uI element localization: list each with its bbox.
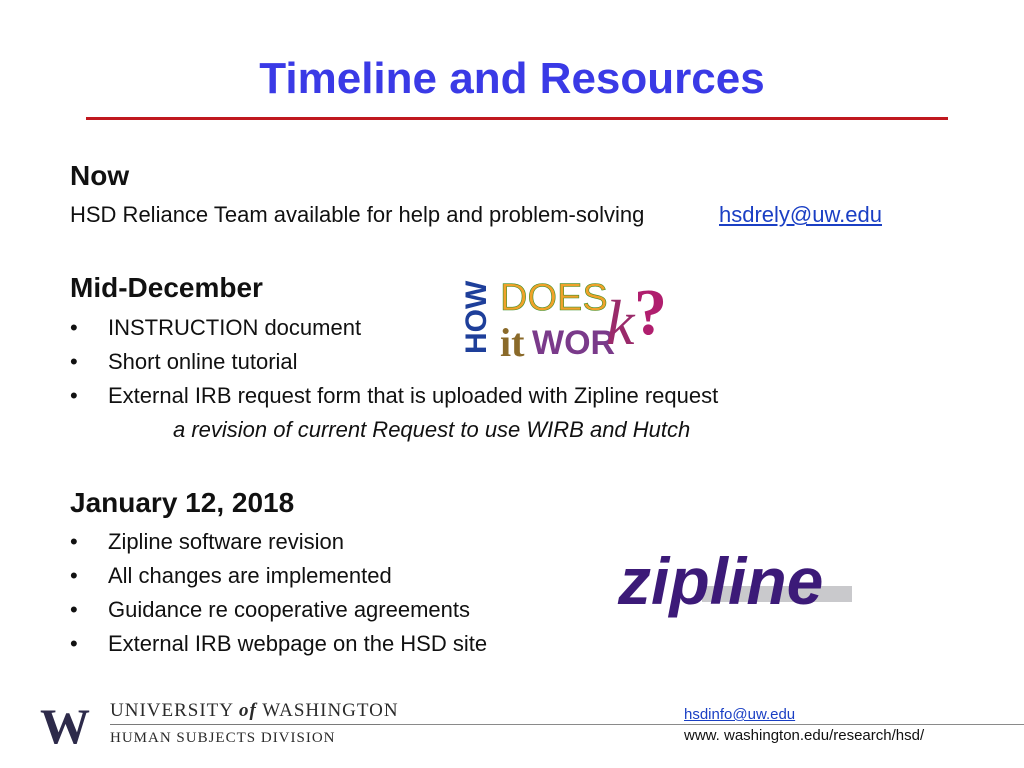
bullet-icon: • <box>70 383 78 408</box>
list-item <box>70 563 392 589</box>
bullet-icon: • <box>70 529 78 554</box>
footer-divider <box>380 724 1024 725</box>
slide-title: Timeline and Resources <box>259 54 765 103</box>
title-divider <box>86 117 948 120</box>
list-item-text: INSTRUCTION document <box>108 315 362 340</box>
division-name: HUMAN SUBJECTS DIVISION <box>110 730 336 746</box>
list-item <box>70 315 361 341</box>
list-item <box>70 529 344 555</box>
uw-w-letter: W <box>40 703 90 745</box>
now-text: HSD Reliance Team available for help and problem-solving <box>70 202 645 227</box>
list-item-text: Guidance re cooperative agreements <box>108 597 470 622</box>
list-item-text: Short online tutorial <box>108 349 298 374</box>
bullet-icon: • <box>70 349 78 374</box>
graphic-does-text: DOES <box>500 277 608 319</box>
bullet-icon: • <box>70 315 78 340</box>
zipline-logo-text: zipline <box>618 546 824 618</box>
how-does-it-work-graphic <box>456 272 670 382</box>
reliance-email-link[interactable]: hsdrely@uw.edu <box>719 202 882 227</box>
revision-note: a revision of current Request to use WIRB and Hutch <box>173 417 691 442</box>
heading-now: Now <box>70 160 130 191</box>
zipline-logo <box>616 546 856 632</box>
list-item-text: Zipline software revision <box>108 529 344 554</box>
list-item <box>70 631 487 657</box>
bullet-icon: • <box>70 563 78 588</box>
bullet-icon: • <box>70 631 78 656</box>
graphic-work-text: WOR <box>532 324 616 362</box>
heading-january: January 12, 2018 <box>70 487 295 518</box>
footer-logo-divider <box>110 724 380 725</box>
list-item <box>70 597 470 623</box>
list-item-text: External IRB request form that is uploaded with Zipline request <box>108 383 719 408</box>
university-name: UNIVERSITY of WASHINGTON <box>110 700 399 721</box>
graphic-k-text: k <box>606 287 635 358</box>
bullet-icon: • <box>70 597 78 622</box>
list-item <box>70 349 298 375</box>
footer-url: www. washington.edu/research/hsd/ <box>684 727 925 744</box>
list-item <box>70 383 718 409</box>
heading-mid-december: Mid-December <box>70 272 263 303</box>
list-item-text: All changes are implemented <box>108 563 392 588</box>
footer-email-link[interactable]: hsdinfo@uw.edu <box>684 706 796 723</box>
list-item-text: External IRB webpage on the HSD site <box>108 631 488 656</box>
graphic-how-text: HOW <box>460 280 493 354</box>
graphic-question-text: ? <box>634 276 667 349</box>
uw-w-logo <box>34 703 96 745</box>
graphic-it-text: it <box>500 320 525 365</box>
